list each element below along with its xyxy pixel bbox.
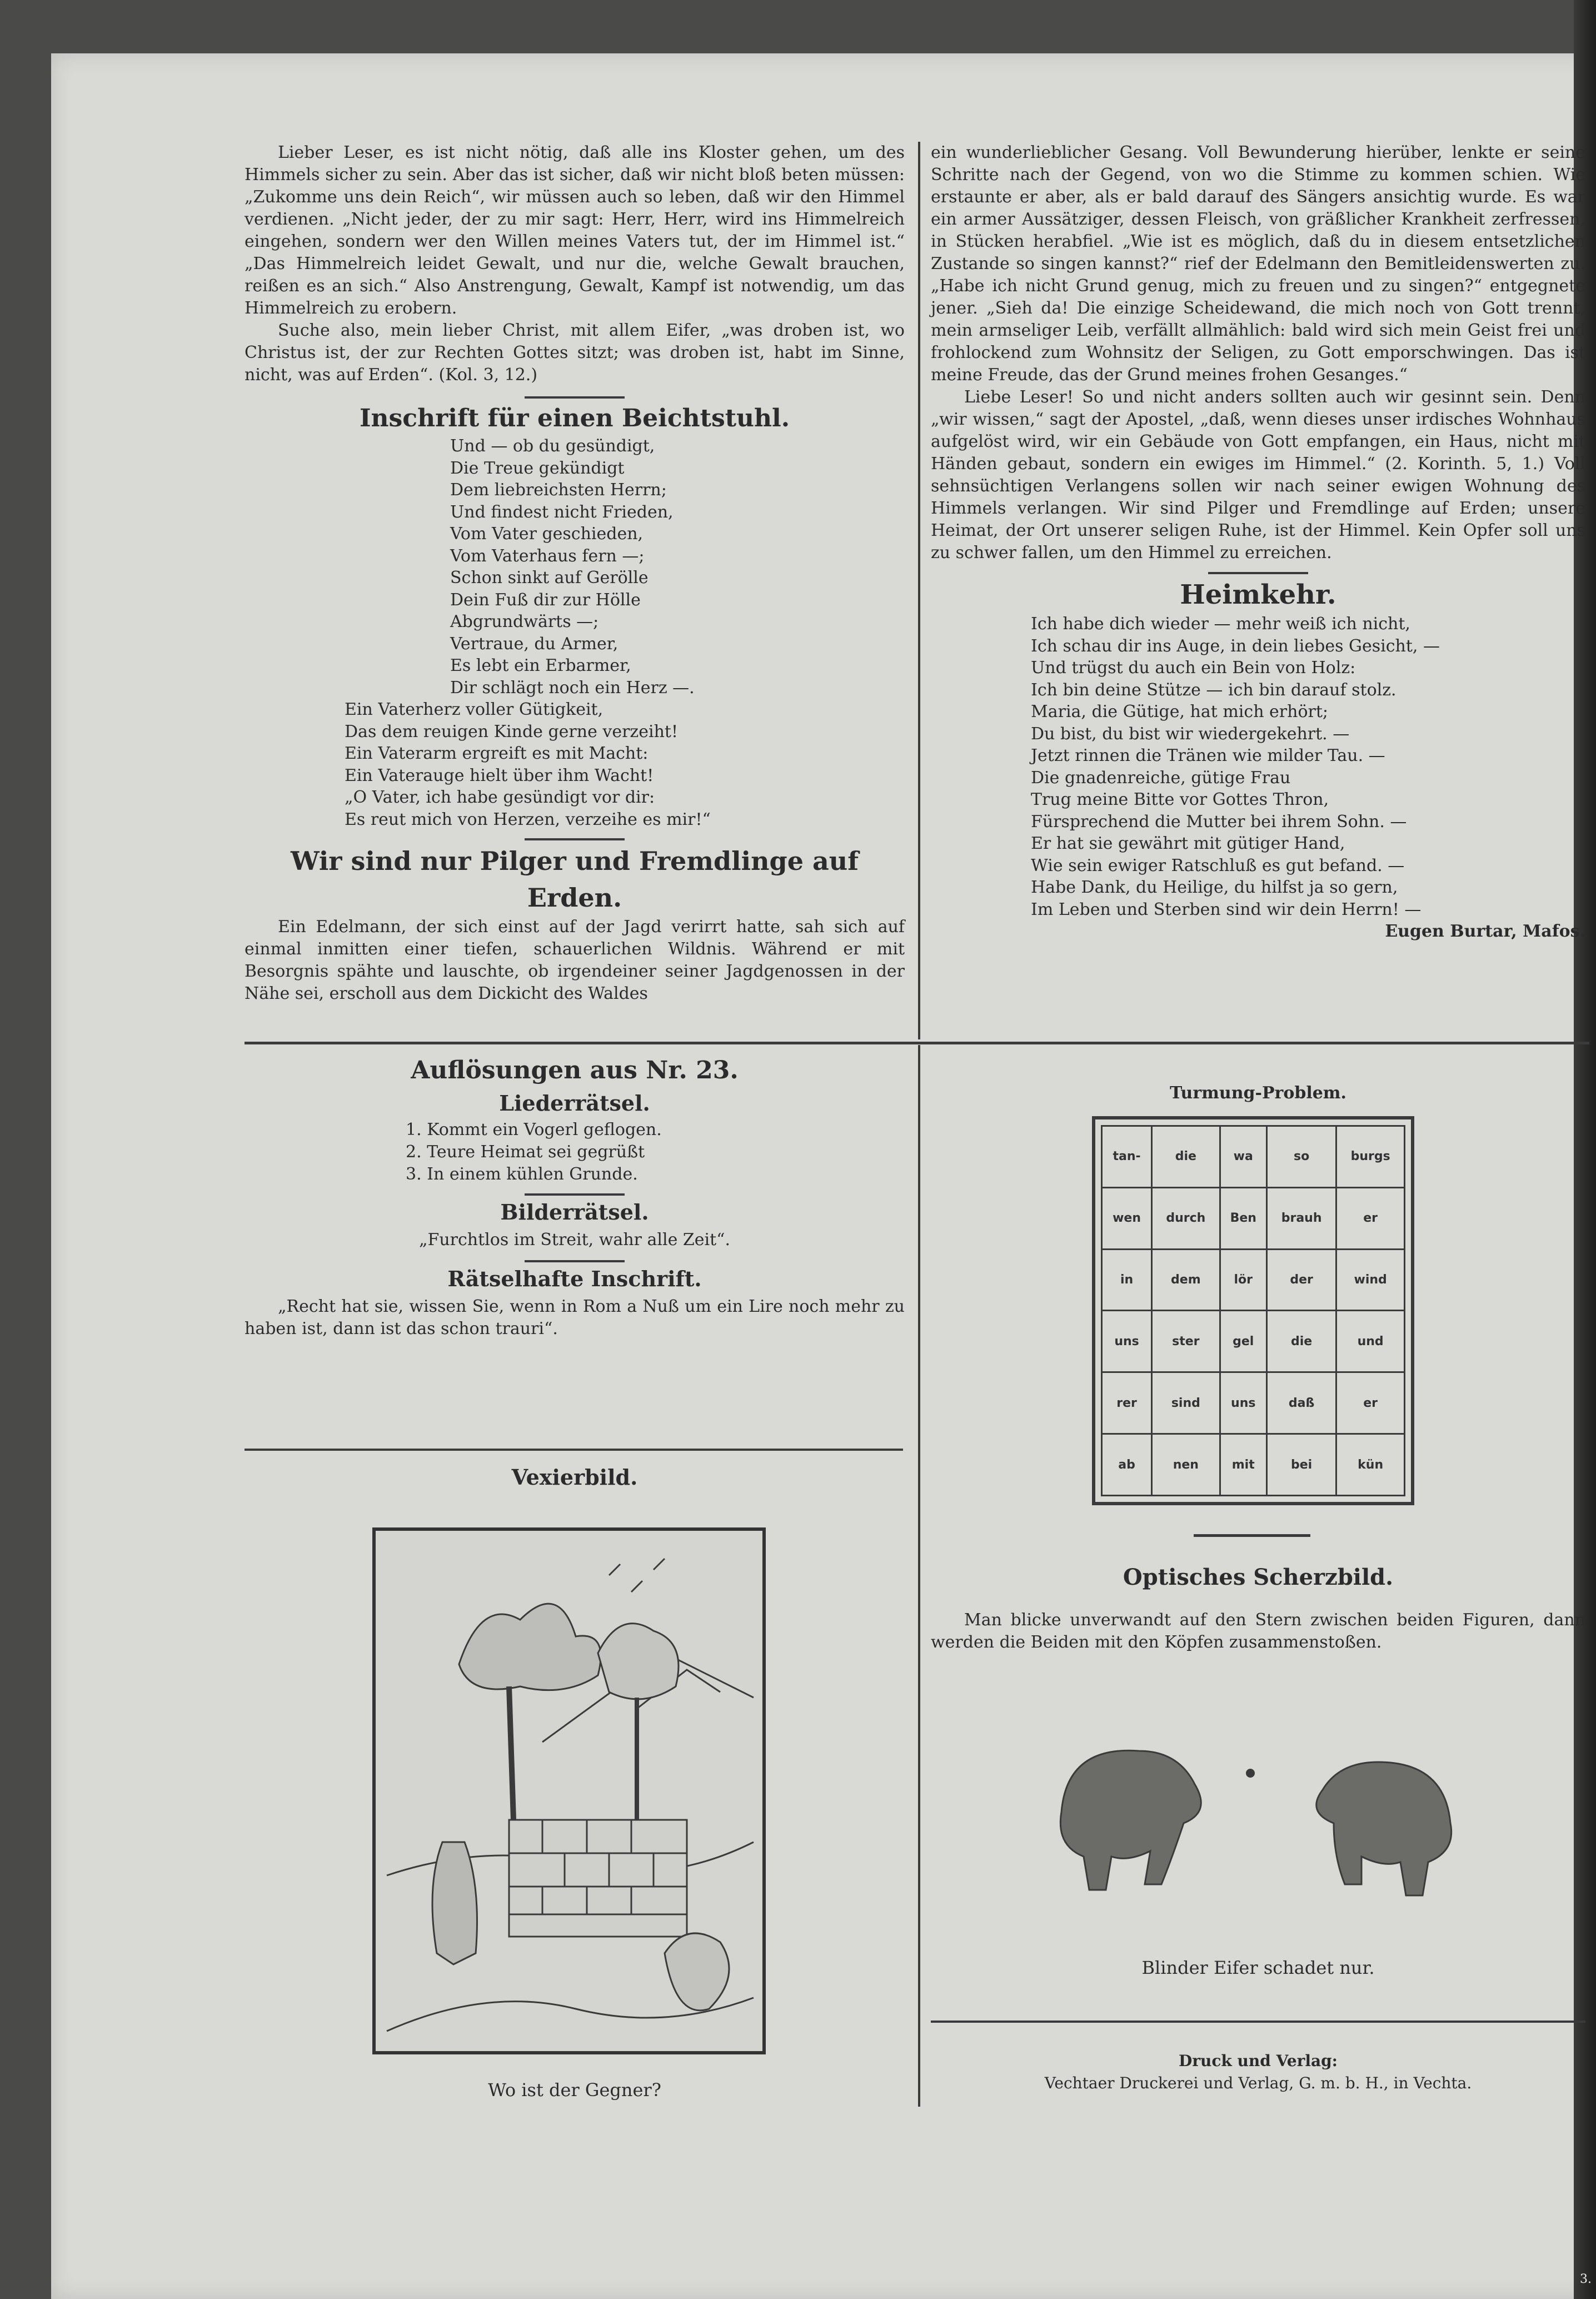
grid-cell: die	[1266, 1311, 1336, 1372]
article-right-text-2: Liebe Leser! So und nicht anders sollten auch wir gesinnt sein. Denn „wir wissen,“ sagt der Apostel, „daß, wenn dieses unser irdisches Wohnhaus aufgelöst wird, wir ein Gebäude von Gott empfangen, ein Haus, nicht mit Händen gebaut, sondern ein ewiges im Himmel.“ (2. Korinth. 5, 1.) Voll sehnsüchtigen Verlangens sollen wir nach seiner ewigen Wohnung des Himmels verlangen. Wir sind Pilger und Fremdlinge auf Erden; unsere Heimat, der Ort unserer seligen Ruhe, ist der Himmel. Kein Opfer soll uns zu schwer fallen, um den Himmel zu erreichen.	[931, 387, 1585, 563]
poem-line: Du bist, du bist wir wiedergekehrt. —	[1031, 724, 1350, 744]
table-row	[1102, 1434, 1405, 1496]
grid-cell: er	[1336, 1372, 1405, 1434]
poem-line: Es reut mich von Herzen, verzeihe es mir!“	[345, 809, 711, 829]
imprint-line2: Vechtaer Druckerei und Verlag, G. m. b. H., in Vechta.	[1044, 2074, 1472, 2092]
section-rule	[245, 1042, 1589, 1044]
lieder-item: 2. Teure Heimat sei gegrüßt	[406, 1142, 645, 1162]
lieder-item: 3. In einem kühlen Grunde.	[406, 1165, 638, 1184]
poem-line: Fürsprechend die Mutter bei ihrem Sohn. —	[1031, 812, 1407, 832]
poem-line: Vom Vater geschieden,	[450, 524, 644, 544]
lieder-title: Liederrätsel.	[499, 1091, 650, 1116]
grid-cell: er	[1336, 1187, 1405, 1249]
intro-paragraph: Lieber Leser, es ist nicht nötig, daß alle ins Kloster gehen, um des Himmels sicher zu sein. Aber das ist sicher, daß wir nicht bloß beten müssen: „Zukomme uns dein Reich“, wir müssen auch so leben, daß wir den Himmel verdienen. „Nicht jeder, der zu mir sagt: Herr, Herr, wird ins Himmelreich eingehen, sondern wer den Willen meines Vaters tut, der im Himmel ist.“ „Das Himmelreich leidet Gewalt, und nur die, welche Gewalt brauchen, reißen es an sich.“ Also Anstrengung, Gewalt, Kampf ist notwendig, um das Himmelreich zu erobern.	[245, 143, 905, 318]
vexier-caption: Wo ist der Gegner?	[488, 2079, 661, 2101]
grid-cell: ab	[1102, 1434, 1152, 1496]
poem-line: Vom Vaterhaus fern —;	[450, 546, 645, 566]
poem-line: Vertraue, du Armer,	[450, 634, 619, 654]
imprint-rule	[931, 2021, 1585, 2023]
vexier-picture	[372, 1527, 766, 2054]
poem-line: Die gnadenreiche, gütige Frau	[1031, 768, 1291, 788]
grid-cell: gel	[1220, 1311, 1266, 1372]
grid-cell: uns	[1220, 1372, 1266, 1434]
grid-cell: und	[1336, 1311, 1405, 1372]
poem-line: Maria, die Gütige, hat mich erhört;	[1031, 702, 1329, 721]
article-title: Wir sind nur Pilger und Fremdlinge auf Erden.	[290, 846, 859, 913]
poem1-stanza2	[245, 699, 905, 830]
landscape-illustration	[376, 1531, 762, 2051]
poem-line: Er hat sie gewährt mit gütiger Hand,	[1031, 834, 1345, 853]
table-row	[1102, 1372, 1405, 1434]
solutions-rule	[245, 1449, 903, 1451]
right-column-top	[931, 142, 1585, 943]
imprint-line1: Druck und Verlag:	[1178, 2052, 1338, 2070]
poem1-stanza1	[245, 435, 905, 699]
optical-caption: Blinder Eifer schadet nur.	[1141, 1957, 1375, 1978]
poem-line: Ein Vaterherz voller Gütigkeit,	[345, 700, 604, 719]
inschrift-text: „Recht hat sie, wissen Sie, wenn in Rom a Nuß um ein Lire noch mehr zu haben ist, dann ist das schon trauri“.	[245, 1297, 905, 1338]
second-paragraph: Suche also, mein lieber Christ, mit allem Eifer, „was droben ist, wo Christus ist, der zur Rechten Gottes sitzt; was droben ist, habt im Sinne, nicht, was auf Erden“. (Kol. 3, 12.)	[245, 321, 905, 385]
grid-cell: uns	[1102, 1311, 1152, 1372]
table-row	[1102, 1249, 1405, 1311]
bilder-text: „Furchtlos im Streit, wahr alle Zeit“.	[418, 1230, 731, 1250]
lieder-list	[245, 1119, 905, 1186]
poem-line: Dem liebreichsten Herrn;	[450, 480, 667, 500]
left-bear-icon	[1060, 1750, 1201, 1890]
poem-line: Es lebt ein Erbarmer,	[450, 656, 631, 675]
divider	[525, 838, 625, 840]
poem2-title: Heimkehr.	[1180, 579, 1336, 610]
poem-line: „O Vater, ich habe gesündigt vor dir:	[345, 788, 655, 807]
poem-line: Habe Dank, du Heilige, du hilfst ja so gern,	[1031, 878, 1398, 897]
grid-cell: wa	[1220, 1126, 1266, 1188]
poem-line: Schon sinkt auf Gerölle	[450, 568, 649, 588]
poem-line: Das dem reuigen Kinde gerne verzeiht!	[345, 721, 678, 742]
grid-cell: tan-	[1102, 1126, 1152, 1188]
star-icon	[1246, 1769, 1255, 1778]
poem-line: Trug meine Bitte vor Gottes Thron,	[1031, 790, 1329, 809]
poem-line: Ein Vaterauge hielt über ihm Wacht!	[345, 765, 654, 785]
poem-line: Dein Fuß dir zur Hölle	[450, 590, 641, 610]
poem-line: Ein Vaterarm ergreift es mit Macht:	[345, 744, 649, 763]
article-right-text-1: ein wunderlieblicher Gesang. Voll Bewunderung hierüber, lenkte er seine Schritte nach der Gegend, von wo die Stimme zu kommen schien. Wie erstaunte er aber, als er bald darauf des Sängers ansichtig wurde. Es war ein armer Aussätziger, dessen Fleisch, von gräßlicher Krankheit zerfressen, in Stücken herabfiel. „Wie ist es möglich, daß du in diesem entsetzlichen Zustande so singen kannst?“ rief der Edelmann den Bemitleidenswerten zu. „Habe ich nicht Grund genug, mich zu freuen und zu singen?“ entgegnete jener. „Sieh da! Die einzige Scheidewand, die mich noch von Gott trennt, mein armseliger Leib, verfällt allmählich: bald wird sich mein Geist frei und frohlockend zum Wohnsitz der Seligen, zu Gott emporschwingen. Das ist meine Freude, das der Grund meines frohen Gesanges.“	[931, 143, 1585, 385]
grid-cell: durch	[1152, 1187, 1220, 1249]
grid-cell: lör	[1220, 1249, 1266, 1311]
grid-cell: wind	[1336, 1249, 1405, 1311]
grid-cell: nen	[1152, 1434, 1220, 1496]
poem2-signature: Eugen Burtar, Mafos.	[1385, 922, 1585, 941]
right-bear-icon	[1316, 1762, 1452, 1895]
grid-cell: die	[1152, 1126, 1220, 1188]
poem2-lines	[931, 613, 1585, 920]
grid-cell: in	[1102, 1249, 1152, 1311]
inschrift-title: Rätselhafte Inschrift.	[447, 1266, 702, 1291]
grid-cell: wen	[1102, 1187, 1152, 1249]
tower-table	[1101, 1125, 1405, 1496]
grid-cell: daß	[1266, 1372, 1336, 1434]
grid-cell: der	[1266, 1249, 1336, 1311]
divider	[1208, 572, 1308, 574]
corner-mark: 3.	[1580, 2272, 1592, 2286]
column-divider	[918, 142, 920, 1039]
vexier-title: Vexierbild.	[511, 1465, 638, 1490]
grid-cell: brauh	[1266, 1187, 1336, 1249]
poem-line: Abgrundwärts —;	[450, 612, 599, 631]
poem-line: Ich habe dich wieder — mehr weiß ich nicht,	[1031, 614, 1410, 634]
poem-line: Dir schlägt noch ein Herz —.	[450, 678, 695, 698]
optical-text: Man blicke unverwandt auf den Stern zwischen beiden Figuren, dann werden die Beiden mit den Köpfen zusammenstoßen.	[931, 1610, 1585, 1652]
table-row	[1102, 1187, 1405, 1249]
solutions-section	[245, 1053, 905, 1340]
poem-line: Die Treue gekündigt	[450, 458, 625, 478]
grid-cell: so	[1266, 1126, 1336, 1188]
article-left-text: Ein Edelmann, der sich einst auf der Jagd verirrt hatte, sah sich auf einmal inmitten einer tiefen, schauerlichen Wildnis. Während er mit Besorgnis spähte und lauschte, ob irgendeiner seiner Jagdgenossen in der Nähe sei, erscholl aus dem Dickicht des Waldes	[245, 917, 905, 1003]
grid-cell: rer	[1102, 1372, 1152, 1434]
poem1-title: Inschrift für einen Beichtstuhl.	[359, 404, 790, 432]
bears-illustration	[1045, 1729, 1467, 1918]
left-column-top	[245, 142, 905, 1005]
lieder-item: 1. Kommt ein Vogerl geflogen.	[406, 1120, 662, 1139]
grid-cell: dem	[1152, 1249, 1220, 1311]
tower-title: Turmung-Problem.	[1169, 1083, 1346, 1103]
grid-cell: kün	[1336, 1434, 1405, 1496]
poem-line: Wie sein ewiger Ratschluß es gut befand. —	[1031, 855, 1405, 875]
table-row	[1102, 1126, 1405, 1188]
poem-line: Und trügst du auch ein Bein von Holz:	[1031, 658, 1356, 678]
bilder-title: Bilderrätsel.	[500, 1200, 649, 1225]
grid-cell: sind	[1152, 1372, 1220, 1434]
poem-line: Ich schau dir ins Auge, in dein liebes Gesicht, —	[1031, 636, 1440, 656]
divider	[1194, 1534, 1310, 1537]
poem-line: Ich bin deine Stütze — ich bin darauf stolz.	[1031, 680, 1397, 700]
poem-line: Jetzt rinnen die Tränen wie milder Tau. —	[1031, 746, 1385, 765]
grid-cell: mit	[1220, 1434, 1266, 1496]
table-row	[1102, 1311, 1405, 1372]
grid-cell: burgs	[1336, 1126, 1405, 1188]
grid-cell: ster	[1152, 1311, 1220, 1372]
grid-cell: Ben	[1220, 1187, 1266, 1249]
divider	[525, 396, 625, 399]
grid-cell: bei	[1266, 1434, 1336, 1496]
tower-grid	[1092, 1116, 1414, 1505]
poem-line: Im Leben und Sterben sind wir dein Herrn! —	[1031, 899, 1422, 919]
optical-title: Optisches Scherzbild.	[1123, 1564, 1394, 1590]
poem-line: Und — ob du gesündigt,	[450, 436, 655, 456]
solutions-title: Auflösungen aus Nr. 23.	[411, 1056, 739, 1084]
poem-line: Und findest nicht Frieden,	[450, 502, 674, 522]
column-divider-bottom	[918, 1045, 920, 2107]
